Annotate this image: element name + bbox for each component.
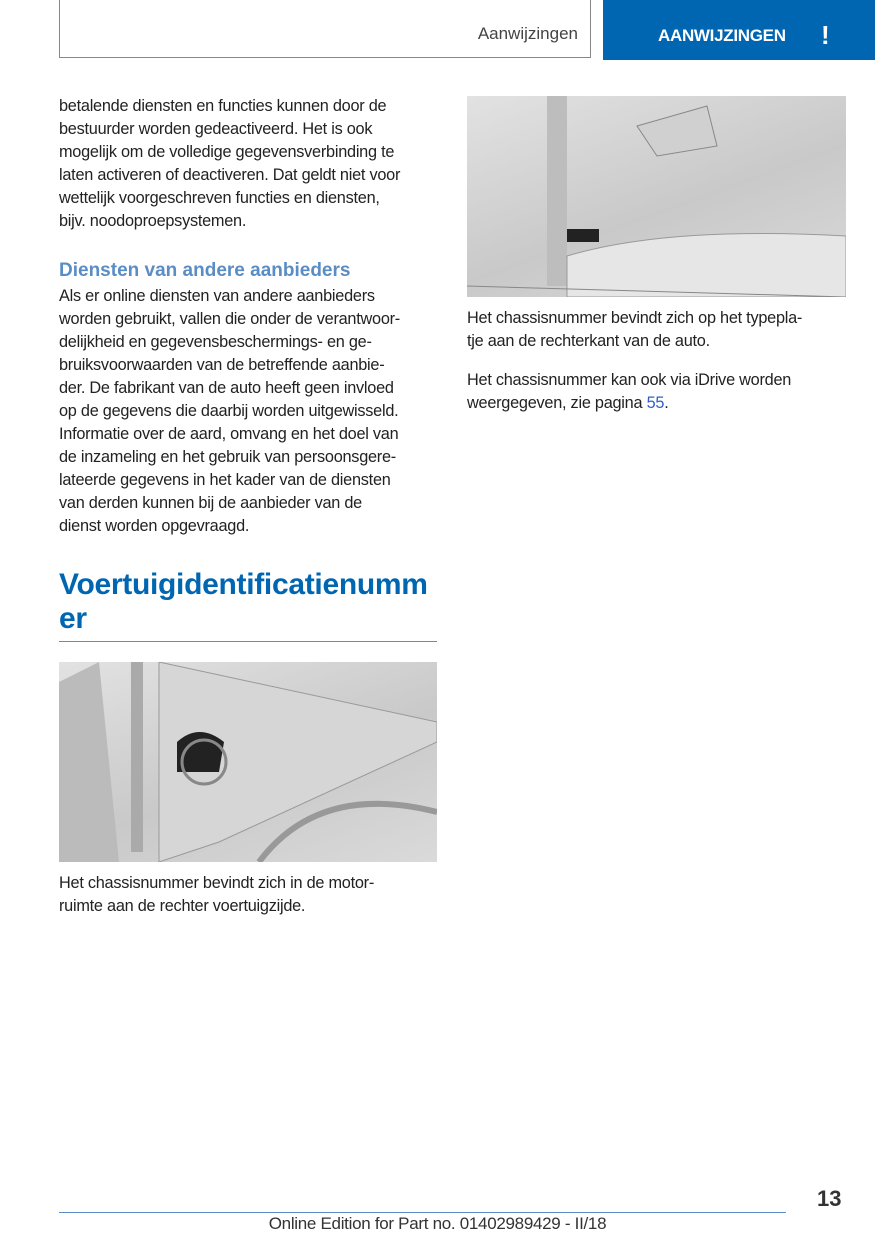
text-line: bestuurder worden gedeactiveerd. Het is ook bbox=[59, 120, 373, 138]
text-line: op de gegevens die daarbij worden uitgewisseld. bbox=[59, 402, 399, 420]
text-line: ruimte aan de rechter voertuigzijde. bbox=[59, 897, 306, 915]
text-line: Informatie over de aard, omvang en het doel van bbox=[59, 425, 399, 443]
text-line: de inzameling en het gebruik van persoonsgere- bbox=[59, 448, 396, 466]
text-line: er bbox=[59, 602, 87, 635]
type-plate-image bbox=[467, 96, 846, 297]
period: . bbox=[664, 394, 669, 412]
text-line: bijv. noodoproepsystemen. bbox=[59, 212, 247, 230]
third-party-paragraph bbox=[59, 285, 439, 538]
text-line: bruiksvoorwaarden van de betreffende aanbie- bbox=[59, 356, 385, 374]
idrive-line-2-text: weergegeven, zie pagina bbox=[467, 394, 647, 412]
text-line: betalende diensten en functies kunnen door de bbox=[59, 97, 387, 115]
header-section-title: Aanwijzingen bbox=[477, 24, 578, 43]
exclamation-icon: ! bbox=[821, 20, 830, 50]
text-line: laten activeren of deactiveren. Dat geldt niet voor bbox=[59, 166, 401, 184]
engine-bay-illustration bbox=[59, 662, 437, 862]
header-chapter-tab[interactable] bbox=[603, 0, 875, 60]
header-section-box bbox=[59, 0, 591, 58]
text-line: tje aan de rechterkant van de auto. bbox=[467, 332, 710, 350]
text-line: mogelijk om de volledige gegevensverbinding te bbox=[59, 143, 395, 161]
text-line: worden gebruikt, vallen die onder de verantwoor- bbox=[59, 310, 400, 328]
engine-bay-image bbox=[59, 662, 437, 862]
type-plate-caption bbox=[467, 307, 847, 353]
type-plate-illustration bbox=[467, 96, 846, 297]
idrive-line-1: Het chassisnummer kan ook via iDrive worden bbox=[467, 371, 792, 389]
page-number: 13 bbox=[817, 1186, 842, 1211]
section-heading-vin bbox=[59, 568, 439, 636]
text-line: wettelijk voorgeschreven functies en diensten, bbox=[59, 189, 380, 207]
subheading-third-party-services: Diensten van andere aanbieders bbox=[59, 260, 351, 281]
text-line: lateerde gegevens in het kader van de diensten bbox=[59, 471, 391, 489]
text-line: dienst worden opgevraagd. bbox=[59, 517, 250, 535]
right-column bbox=[467, 96, 847, 415]
text-line: Het chassisnummer bevindt zich in de motor- bbox=[59, 874, 375, 892]
idrive-line-2 bbox=[467, 392, 847, 415]
text-line: Als er online diensten van andere aanbieders bbox=[59, 287, 375, 305]
heading-rule bbox=[59, 641, 437, 642]
intro-paragraph bbox=[59, 95, 439, 233]
text-line: der. De fabrikant van de auto heeft geen invloed bbox=[59, 379, 394, 397]
text-line: van derden kunnen bij de aanbieder van de bbox=[59, 494, 362, 512]
footer-rule bbox=[59, 1212, 786, 1213]
engine-bay-caption bbox=[59, 872, 439, 918]
page-link-55[interactable]: 55 bbox=[646, 394, 665, 412]
left-column bbox=[59, 95, 439, 918]
text-line: Het chassisnummer bevindt zich op het typepla- bbox=[467, 309, 803, 327]
idrive-paragraph bbox=[467, 369, 847, 415]
footer-edition: Online Edition for Part no. 01402989429 - II/18 bbox=[268, 1214, 607, 1233]
header-chapter-label: AANWIJZINGEN bbox=[658, 26, 786, 45]
text-line: delijkheid en gegevensbeschermings- en ge- bbox=[59, 333, 372, 351]
text-line: Voertuigidentificatienumm bbox=[59, 568, 428, 601]
